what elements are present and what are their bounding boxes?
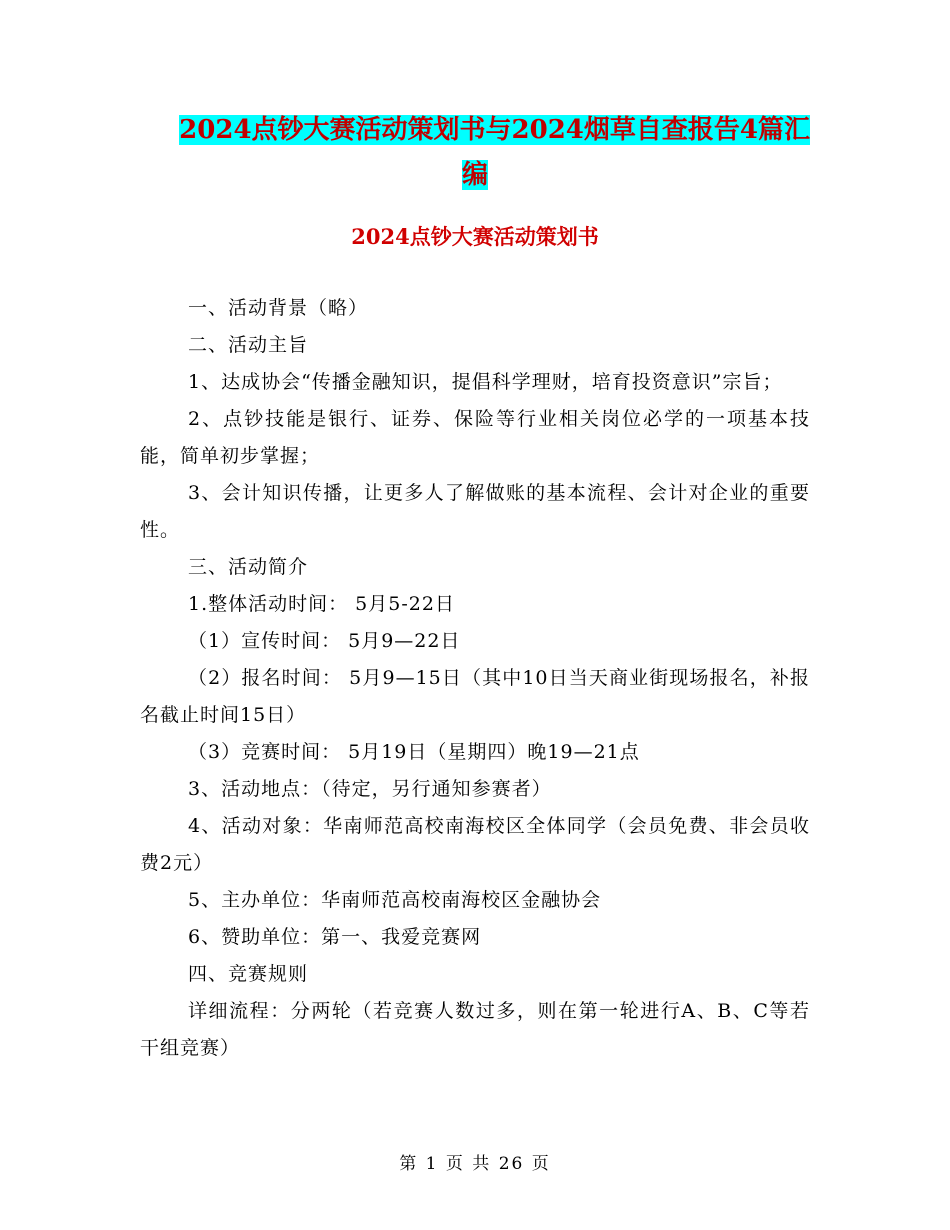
paragraph: 三、活动简介 (188, 556, 309, 578)
title-highlight-1: 2024点钞大赛活动策划书与2024烟草自查报告4篇汇 (179, 115, 810, 145)
section-title: 2024点钞大赛活动策划书 (351, 224, 599, 249)
paragraph: 6、赞助单位：第一、我爱竞赛网 (188, 926, 482, 948)
paragraph: 3、会计知识传播，让更多人了解做账的基本流程、会计对企业的重要性。 (140, 482, 810, 541)
document-title-line-1 (140, 108, 810, 152)
paragraph: （2）报名时间： 5月9—15日（其中10日当天商业街现场报名，补报名截止时间15日） (140, 667, 810, 726)
document-title-line-2 (140, 153, 810, 197)
paragraph: 1.整体活动时间： 5月5-22日 (188, 593, 455, 615)
paragraph: 1、达成协会“传播金融知识，提倡科学理财，培育投资意识”宗旨； (188, 371, 783, 393)
paragraph: 二、活动主旨 (188, 334, 309, 356)
paragraph: 5、主办单位：华南师范高校南海校区金融协会 (188, 889, 602, 911)
title-highlight-2: 编 (461, 160, 488, 190)
paragraph: 4、活动对象：华南师范高校南海校区全体同学（会员免费、非会员收费2元） (140, 815, 810, 874)
document-body (140, 290, 810, 1067)
paragraph: 一、活动背景（略） (188, 297, 369, 319)
paragraph: 四、竞赛规则 (188, 963, 309, 985)
paragraph: （1）宣传时间： 5月9—22日 (188, 630, 461, 652)
paragraph: 2、点钞技能是银行、证券、保险等行业相关岗位必学的一项基本技能，简单初步掌握； (140, 408, 810, 467)
paragraph: 详细流程：分两轮（若竞赛人数过多，则在第一轮进行A、B、C等若干组竞赛） (140, 1000, 810, 1059)
page-footer: 第 1 页 共 26 页 (399, 1154, 551, 1174)
paragraph: 3、活动地点：（待定，另行通知参赛者） (188, 778, 552, 800)
paragraph: （3）竞赛时间： 5月19日（星期四）晚19—21点 (188, 741, 640, 763)
